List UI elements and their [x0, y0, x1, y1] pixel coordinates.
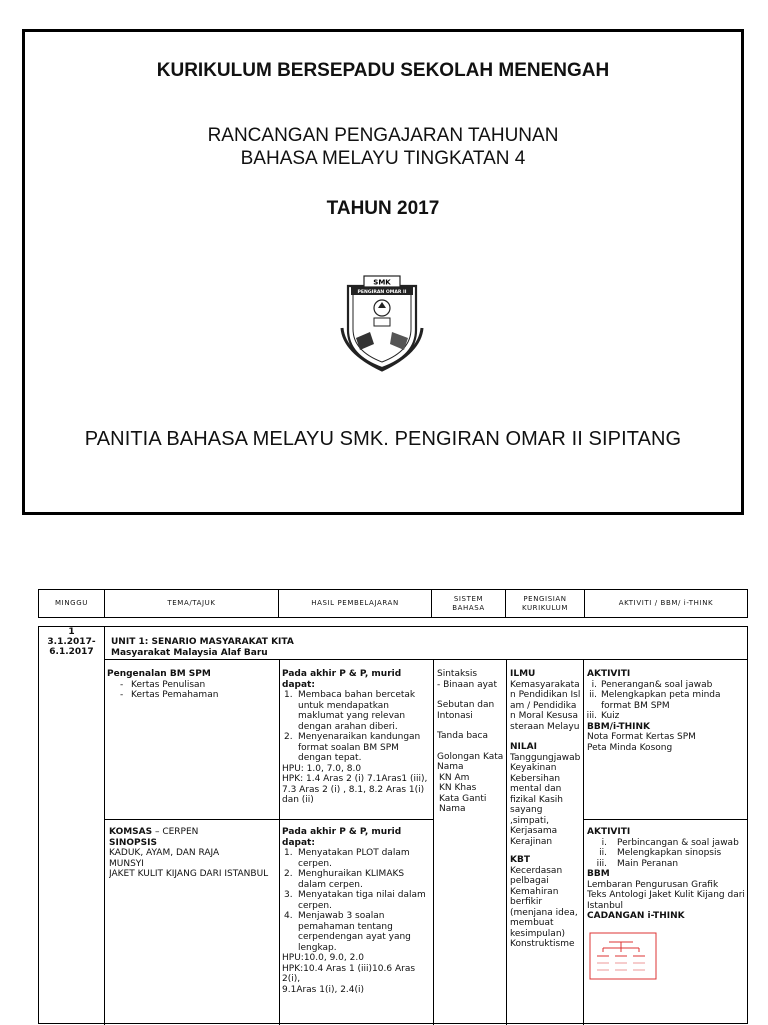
- row2-tema: [109, 827, 277, 880]
- header-minggu: MINGGU: [39, 590, 105, 617]
- kbt-text: Kecerdasan pelbagai Kemahiran berfikir (menjana idea, membuat kesimpulan) Konstruktisme: [510, 865, 578, 949]
- list-item: - KN Am: [437, 773, 505, 784]
- row1-aktiviti-title: AKTIVITI: [587, 669, 631, 679]
- list-item: Teks Antologi Jaket Kulit Kijang dari Istanbul: [587, 890, 745, 911]
- row1-tema-title: Pengenalan BM SPM: [107, 669, 211, 679]
- unit-subtitle: Masyarakat Malaysia Alaf Baru: [111, 647, 268, 658]
- lesson-table: [38, 626, 748, 1024]
- unit-heading: [107, 635, 607, 660]
- cover-subtitle: [25, 124, 741, 170]
- list-item: - Kata Ganti Nama: [437, 794, 505, 815]
- header-pengisian: PENGISIAN KURIKULUM: [506, 590, 585, 617]
- sistem-line: Tanda baca: [437, 731, 489, 741]
- list-item: 2. Menyenaraikan kandungan format soalan BM SPM dengan tepat.: [284, 732, 421, 763]
- story-title: JAKET KULIT KIJANG DARI ISTANBUL: [109, 869, 269, 879]
- list-item: Nota Format Kertas SPM: [587, 732, 696, 742]
- week-date-end: 6.1.2017: [49, 647, 94, 657]
- kbt-title: KBT: [510, 855, 530, 865]
- komsas-genre: – CERPEN: [152, 827, 199, 837]
- tree-map-diagram: [589, 932, 659, 982]
- ithink-title: CADANGAN i-THINK: [587, 911, 685, 921]
- list-item: 1. Menyatakan PLOT dalam cerpen.: [284, 848, 410, 869]
- story-title: KADUK, AYAM, DAN RAJA: [109, 848, 220, 858]
- list-item: ii. Melengkapkan sinopsis: [599, 848, 722, 858]
- header-tema: TEMA/TAJUK: [105, 590, 279, 617]
- subtitle-line-1: RANCANGAN PENGAJARAN TAHUNAN: [207, 125, 559, 146]
- row1-hasil-title: Pada akhir P & P, murid dapat:: [282, 669, 402, 690]
- ilmu-title: ILMU: [510, 669, 536, 679]
- row2-bbm-title: BBM: [587, 869, 610, 879]
- nilai-title: NILAI: [510, 742, 537, 752]
- sistem-line: Golongan Kata Nama: [437, 751, 504, 772]
- list-item: i. Perbincangan & soal jawab: [601, 837, 739, 848]
- list-item: 1. Membaca bahan bercetak untuk mendapatkan maklumat yang relevan dengan arahan diberi.: [284, 690, 416, 732]
- header-aktiviti: AKTIVITI / BBM/ i-THINK: [618, 599, 714, 607]
- row2-aktiviti-title: AKTIVITI: [587, 827, 631, 837]
- list-item: - Kertas Pemahaman: [115, 690, 277, 701]
- row2-aktiviti: [587, 827, 747, 985]
- school-crest-logo: [334, 272, 430, 372]
- cover-frame: [22, 29, 744, 515]
- sistem-line: Sintaksis: [437, 669, 478, 679]
- row1-aktiviti: [587, 669, 747, 753]
- list-item: 4. Menjawab 3 soalan pemahaman tentang cerpendengan ayat yang lengkap.: [284, 911, 411, 953]
- list-item: - Kertas Penulisan: [115, 680, 277, 691]
- row2-hasil-title: Pada akhir P & P, murid dapat:: [282, 827, 402, 848]
- list-item: ii. Melengkapkan peta minda format BM SPM: [589, 690, 721, 711]
- cover-panel-name: PANITIA BAHASA MELAYU SMK. PENGIRAN OMAR II SIPITANG: [84, 428, 682, 450]
- header-hasil: HASIL PEMBELAJARAN: [279, 590, 432, 617]
- logo-band-text: PENGIRAN OMAR II: [357, 290, 407, 295]
- row1-hpk: HPK: 1.4 Aras 2 (i) 7.1Aras1 (iii), 7.3 Aras 2 (i) , 8.1, 8.2 Aras 1(i) dan (ii): [282, 774, 428, 805]
- list-item: iii. Main Peranan: [596, 858, 679, 869]
- row2-hpk: HPK:10.4 Aras 1 (iii)10.6 Aras 2(i),: [282, 963, 416, 984]
- row2-hpu: HPU:10.0, 9.0, 2.0: [282, 953, 364, 963]
- list-item: - KN Khas: [437, 783, 505, 794]
- list-item: iii. Kuiz: [587, 711, 620, 721]
- list-item: 2. Menghuraikan KLIMAKS dalam cerpen.: [284, 869, 405, 890]
- nilai-text: Tanggungjawab Keyakinan Kebersihan mental dan fizikal Kasih sayang ,simpati, Kerjasama Kerajinan: [510, 752, 581, 847]
- cover-title: KURIKULUM BERSEPADU SEKOLAH MENENGAH: [156, 60, 610, 81]
- table-header: [38, 589, 748, 618]
- list-item: Peta Minda Kosong: [587, 742, 673, 753]
- list-item: 3. Menyatakan tiga nilai dalam cerpen.: [284, 890, 426, 911]
- subtitle-line-2: BAHASA MELAYU TINGKATAN 4: [240, 148, 526, 169]
- list-item: i. Penerangan& soal jawab: [591, 679, 713, 690]
- sinopsis-label: SINOPSIS: [109, 837, 157, 848]
- cover-year: TAHUN 2017: [326, 198, 440, 219]
- ilmu-text: Kemasyarakatan Pendidikan Islam / Pendidikan Moral Kesusasteraan Melayu: [510, 679, 581, 732]
- row2-hasil: [282, 827, 432, 995]
- row1-tema: [107, 669, 277, 701]
- unit-title: UNIT 1: SENARIO MASYARAKAT KITA: [111, 637, 294, 647]
- sistem-bahasa: [437, 669, 505, 815]
- header-sistem: SISTEM BAHASA: [432, 590, 506, 617]
- list-item: Lembaran Pengurusan Grafik: [587, 879, 719, 890]
- sistem-line: Sebutan dan Intonasi: [437, 700, 495, 721]
- pengisian-kurikulum: [510, 669, 582, 950]
- week-cell: [39, 627, 104, 657]
- row2-hpk-cont: 9.1Aras 1(i), 2.4(i): [282, 984, 365, 995]
- komsas-label: KOMSAS: [109, 827, 153, 837]
- week-number: 1: [68, 627, 75, 637]
- row1-bbm-title: BBM/i-THINK: [587, 721, 650, 732]
- logo-text-smk: SMK: [373, 278, 391, 287]
- week-date-start: 3.1.2017-: [47, 637, 96, 647]
- sistem-line: - Binaan ayat: [437, 679, 497, 690]
- row1-hpu: HPU: 1.0, 7.0, 8.0: [282, 763, 362, 774]
- story-title: MUNSYI: [109, 858, 144, 869]
- row1-hasil: [282, 669, 432, 806]
